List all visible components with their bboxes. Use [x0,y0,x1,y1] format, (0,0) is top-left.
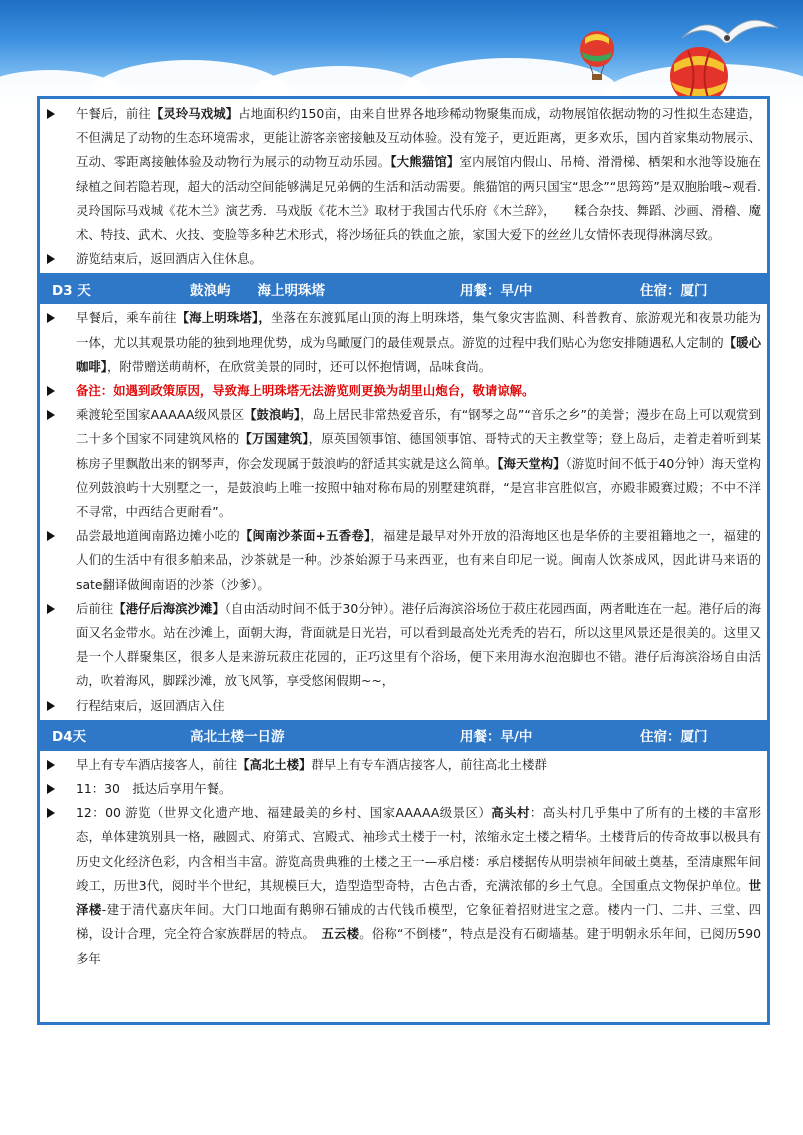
arrow-bullet-icon [47,760,55,770]
highlight-term: 【海上明珠塔】， [176,310,271,326]
arrow-bullet-icon [47,531,55,541]
list-item: 午餐后，前往【灵玲马戏城】占地面积约150亩，由来自世界各地珍稀动物聚集而成，动物展馆依据动物的习性拟生态建造，不但满足了动物的生态环境需求，更能让游客亲密接触及互动体验。没有笼子，更近距离，更多欢乐，国内首家集动物展示、互动、零距离接触体验及动物行为展示的动物互动乐园。【大熊猫馆】室内展馆内假山、吊椅、滑滑梯、栖架和水池等设施在绿植之间若隐若现，超大的活动空间能够满足兄弟俩的生活和活动需要。熊猫馆的两只国宝“思念”“思筠筠”是双胞胎哦~观看.灵玲国际马戏城《花木兰》演艺秀．马戏版《花木兰》取材于我国古代乐府《木兰辞》， 糅合杂技、舞蹈、沙画、滑稽、魔术、特技、武术、火技、变脸等多种艺术形式，将沙场征兵的铁血之旅，家国大爱下的丝丝儿女情怀表现得淋漓尽致。 [40,102,767,247]
highlight-term: 世泽楼 [76,877,761,918]
highlight-term: 【暖心咖啡】 [76,334,762,374]
day-number: D3 天 [52,282,91,299]
highlight-term: 【万国建筑】 [239,431,309,447]
highlight-term: 【闽南沙茶面+五香卷】 [239,528,371,544]
highlight-term: 【港仔后海滨沙滩】 [113,600,225,616]
arrow-bullet-icon [47,254,55,264]
highlight-term: 【鼓浪屿】 [244,407,301,423]
highlight-term: 【大熊猫馆】 [390,154,460,170]
arrow-bullet-icon [47,386,55,396]
day-header-d4 [40,720,767,751]
day-locations: 鼓浪屿 海上明珠塔 [190,282,325,299]
list-item: 早餐后，乘车前往【海上明珠塔】，坐落在东渡狐尾山顶的海上明珠塔，集气象灾害监测、科普教育、旅游观光和夜景功能为一体，尤以其观景功能的独到地理优势，成为鸟瞰厦门的最佳观景点。游览的过程中我们贴心为您安排随遇私人定制的【暖心咖啡】，附带赠送萌萌杯，在欣赏美景的同时，还可以怀抱情调，品味食尚。 [40,306,767,379]
list-item: 12：00 游览（世界文化遗产地、福建最美的乡村、国家AAAAA级景区）高头村：高头村几乎集中了所有的土楼的丰富形态，单体建筑别具一格，融圆式、府第式、宫殿式、袖珍式土楼于一村，浓缩永定土楼之精华。土楼背后的传奇故事以极具有历史文化经济色彩，内含相当丰富。游览高贵典雅的土楼之王一—承启楼：承启楼据传从明崇祯年间破土奠基，至清康熙年间竣工，历世3代，阅时半个世纪，其规模巨大，造型造型奇特，古色古香，充满浓郁的乡土气息。全国重点文物保护单位。世泽楼-建于清代嘉庆年间。大门口地面有鹅卵石铺成的古代钱币模型，它象征着招财进宝之意。楼内一门、二井、三堂、四梯，设计合理，完全符合家族群居的特点。 五云楼。俗称“不倒楼”，特点是没有石砌墙基。建于明朝永乐年间，已阅历590多年 [40,801,767,970]
day-number: D4天 [52,729,87,746]
arrow-bullet-icon [47,808,55,818]
list-item: 后前往【港仔后海滨沙滩】（自由活动时间不低于30分钟）。港仔后海滨浴场位于菽庄花园西面，两者毗连在一起。港仔后的海面又名金带水。站在沙滩上，面朝大海，背面就是日光岩，可以看到最高处光秃秃的岩石，所以这里风景还是很美的。这里又是一个人群聚集区，很多人是来游玩菽庄花园的，正巧这里有个浴场，便下来用海水泡泡脚也不错。港仔后海滨浴场自由活动，吹着海风，脚踩沙滩，放飞风筝，享受悠闲假期~~， [40,597,767,694]
highlight-term: 五云楼 [321,926,360,942]
day-locations: 高北土楼一日游 [190,729,285,746]
day-meals: 用餐：早/中 [460,282,533,299]
header-banner [0,0,803,110]
highlight-term: 【高北土楼】 [237,756,312,772]
policy-notice: 备注：如遇到政策原因，导致海上明珠塔无法游览则更换为胡里山炮台，敬请谅解。 [40,379,767,403]
arrow-bullet-icon [47,410,55,420]
day-meals: 用餐：早/中 [460,729,533,746]
arrow-bullet-icon [47,313,55,323]
arrow-bullet-icon [47,109,55,119]
highlight-term: 【海天堂构】 [497,455,566,471]
seagull-icon [680,8,780,58]
list-item: 乘渡轮至国家AAAAA级风景区【鼓浪屿】，岛上居民非常热爱音乐，有“钢琴之岛”“音乐之乡”的美誉；漫步在岛上可以观赏到二十多个国家不同建筑风格的【万国建筑】，原英国领事馆、德国领事馆、哥特式的天主教堂等；登上岛后，走着走着听到某栋房子里飘散出来的钢琴声，你会发现属于鼓浪屿的舒适其实就是这么简单。【海天堂构】（游览时间不低于40分钟）海天堂构位列鼓浪屿十大别墅之一，是鼓浪屿上唯一按照中轴对称布局的别墅建筑群，“是宫非宫胜似宫，亦殿非殿赛过殿；不中不洋不寻常，中西结合更耐看”。 [40,403,767,524]
arrow-bullet-icon [47,784,55,794]
highlight-term: 【灵玲马戏城】 [150,106,239,121]
arrow-bullet-icon [47,701,55,711]
day-accommodation: 住宿：厦门 [640,729,708,746]
list-item: 品尝最地道闽南路边摊小吃的【闽南沙茶面+五香卷】，福建是最早对外开放的沿海地区也是华侨的主要祖籍地之一，福建的人们的生活中有很多舶来品，沙茶就是一种。沙茶始源于马来西亚，也有来自印尼一说。闽南人饮茶成风，因此讲马来语的sate翻译做闽南语的沙茶（沙爹）。 [40,524,767,597]
highlight-term: 高头村 [491,805,530,821]
hot-air-balloon-icon [578,30,616,82]
day-accommodation: 住宿：厦门 [640,282,708,299]
list-item: 行程结束后，返回酒店入住 [40,694,767,718]
day-header-d3 [40,273,767,304]
list-item: 11：30 抵达后享用午餐。 [40,777,767,801]
list-item: 游览结束后，返回酒店入住休息。 [40,247,767,271]
arrow-bullet-icon [47,604,55,614]
itinerary-content [37,96,770,1025]
list-item: 早上有专车酒店接客人，前往【高北土楼】群早上有专车酒店接客人，前往高北土楼群 [40,753,767,777]
